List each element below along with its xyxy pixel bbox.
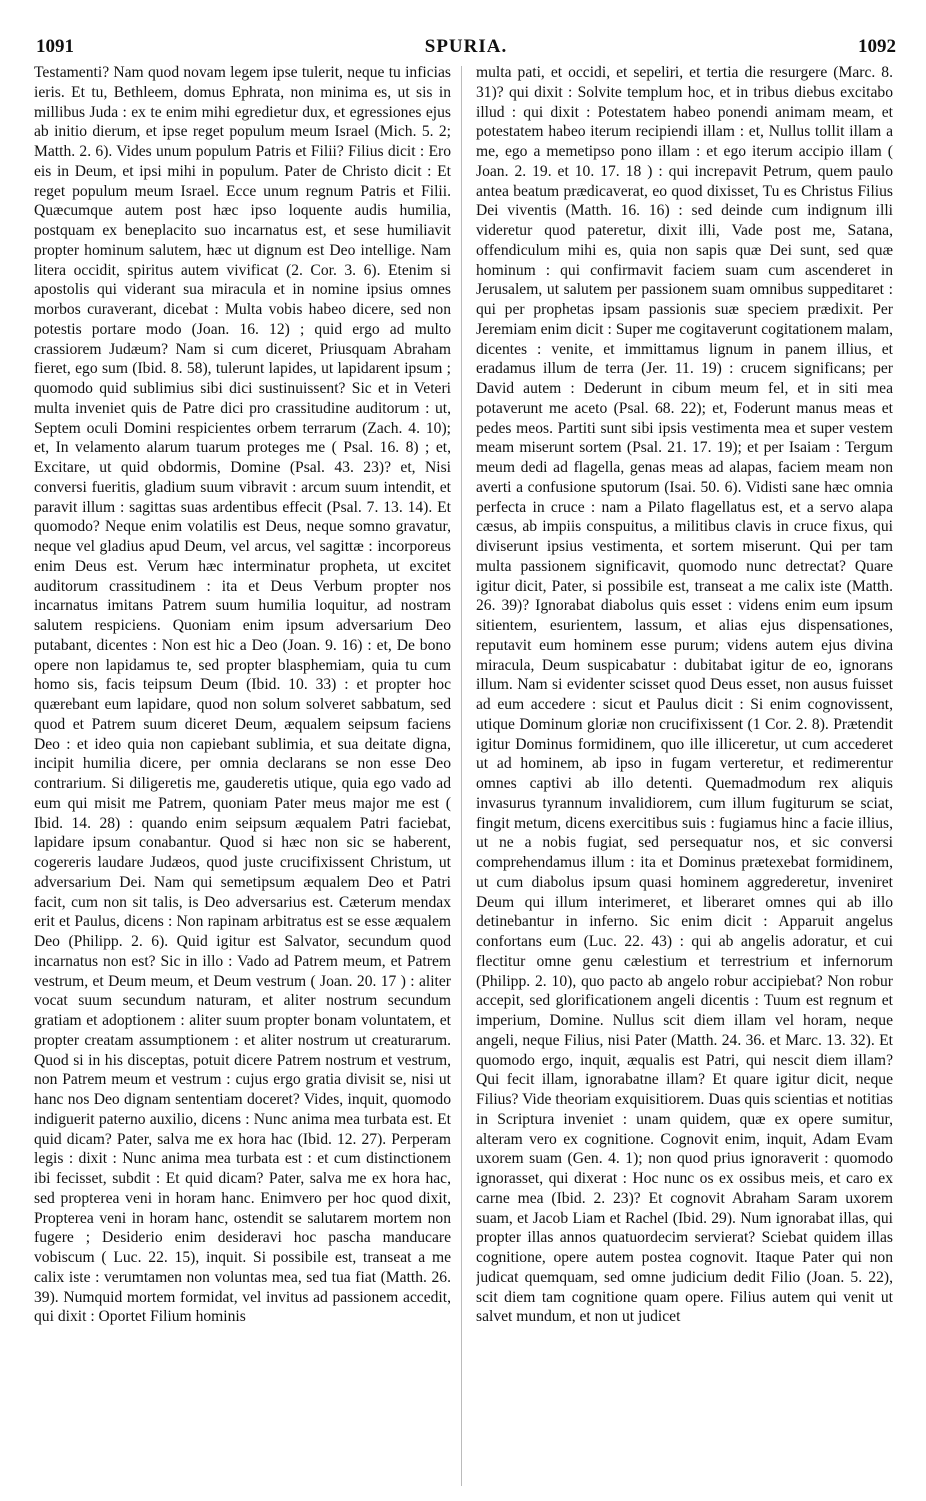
text-column-left [34, 63, 451, 1491]
text-column-right [476, 63, 893, 1491]
text-column-left-body: Testamenti? Nam quod novam legem ipse tulerit, neque tu inficias ieris. Et tu, Bethleem, domus Ephrata, non minima es, ut sis in millibus Juda : ex te enim mihi egredietur dux, et egressiones ejus ab initio dierum, et ipse reget populum meum Israel (Mich. 5. 2; Matth. 2. 6). Vides unum populum Patris et Filii? Filius dicit : Ero eis in Deum, et ipsi mihi in populum. Pater de Christo dicit : Et reget populum meum Israel. Ecce unum regnum Patris et Filii. Quæcumque autem post hæc ipso loquente audis humilia, postquam ex beneplacito suo incarnatus est, et sese humiliavit propter hominum salutem, hæc ut dignum est Deo intellige. Nam litera occidit, spiritus autem vivificat (2. Cor. 3. 6). Etenim si apostolis qui viderant sua miracula et in nomine ipsius omnes morbos curaverant, dicebat : Multa vobis habeo dicere, sed non potestis portare modo (Joan. 16. 12) ; quid ergo ad multo crassiorem Judæum? Nam si cum diceret, Priusquam Abraham fieret, ego sum (Ibid. 8. 58), tulerunt lapides, ut lapidarent ipsum ; quomodo quid sublimius sibi dici sustinuissent? Sic et in Veteri multa inveniet quis de Patre dici pro crassitudine auditorum : ut, Septem oculi Domini respicientes orbem terrarum (Zach. 4. 10); et, In velamento alarum tuarum proteges me ( Psal. 16. 8) ; et, Excitare, ut quid obdormis, Domine (Psal. 43. 23)? et, Nisi conversi fueritis, gladium suum vibravit : arcum suum intendit, et paravit illum : sagittas suas ardentibus effecit (Psal. 7. 13. 14). Et quomodo? Neque enim volatilis est Deus, neque somno gravatur, neque vel gladius apud Deum, vel arcus, vel sagittæ : incorporeus enim Deus est. Verum hæc interminatur propheta, ut excitet auditorum crassitudinem : ita et Deus Verbum propter nos incarnatus imitans Patrem suum humilia loquitur, ad nostram salutem respiciens. Quoniam enim ipsum adversarium Deo putabant, dicentes : Non est hic a Deo (Joan. 9. 16) : et, De bono opere non lapidamus te, sed propter blasphemiam, quia tu cum homo sis, facis teipsum Deum (Ibid. 10. 33) : et propter hoc quærebant eum lapidare, quod non solum solveret sabbatum, sed quod et Patrem suum diceret Deum, æqualem seipsum faciens Deo : et ideo quia non capiebant sublimia, et sua deitate digna, incipit humilia dicere, per omnia declarans se non esse Deo contrarium. Si diligeretis me, gauderetis utique, quia ego vado ad eum qui misit me Patrem, quoniam Pater meus major me est ( Ibid. 14. 28) : quando enim seipsum æqualem Patri faciebat, lapidare ipsum conabantur. Quod si hæc non sic se haberent, cogereris laudare Judæos, quod juste crucifixissent Christum, ut adversarium Dei. Nam qui semetipsum æqualem Deo et Patri facit, cum non sit talis, is Deo adversarius est. Cæterum mendax erit et Paulus, dicens : Non rapinam arbitratus est se esse æqualem Deo (Philipp. 2. 6). Quid igitur est Salvator, secundum quod incarnatus non est? Sic in illo : Vado ad Patrem meum, et Patrem vestrum, et Deum meum, et Deum vestrum ( Joan. 20. 17 ) : aliter vocat suum secundum naturam, et aliter nostrum secundum gratiam et adoptionem : aliter suum propter bonam voluntatem, et propter creatam assumptionem : et aliter nostrum ut creaturarum. Quod si in his disceptas, potuit dicere Patrem nostrum et vestrum, non Patrem meum et vestrum : cujus ergo gratia divisit se, nisi ut hanc nos Deo dignam sententiam doceret? Vides, inquit, quomodo indiguerit paterno auxilio, dicens : Nunc anima mea turbata est. Et quid dicam? Pater, salva me ex hora hac (Ibid. 12. 27). Perperam legis : dixit : Nunc anima mea turbata est : et cum distinctionem ibi fecisset, subdit : Et quid dicam? Pater, salva me ex hora hac, sed propterea veni in horam hanc. Enimvero per hoc quod dixit, Propterea veni in horam hanc, ostendit se salutarem mortem non fugere ; Desiderio enim desideravi hoc pascha manducare vobiscum ( Luc. 22. 15), inquit. Si possibile est, transeat a me calix iste : verumtamen non voluntas mea, sed tua fiat (Matth. 26. 39). Numquid mortem formidat, vel invitus ad passionem accedit, qui dixit : Oportet Filium hominis [34, 64, 451, 1326]
column-divider [461, 66, 462, 1486]
page-number-right: 1092 [858, 36, 896, 57]
text-column-right-body: multa pati, et occidi, et sepeliri, et tertia die resurgere (Marc. 8. 31)? qui dixit : Solvite templum hoc, et in tribus diebus excitabo illud : qui dixit : Potestatem habeo ponendi animam meam, et potestatem habeo iterum recipiendi illam : et, Nullus tollit illam a me, ego a memetipso pono illam : et ego iterum accipio illam ( Joan. 2. 19. et 10. 17. 18 ) : qui increpavit Petrum, quem paulo antea beatum prædicaverat, eo quod dixisset, Tu es Christus Filius Dei viventis (Matth. 16. 16) : sed deinde cum indignum illi videretur quod pateretur, dixit illi, Vade post me, Satana, offendiculum mihi es, quia non sapis quæ Dei sunt, sed quæ hominum : qui confirmavit faciem suam cum ascenderet in Jerusalem, ut salutem per passionem suam omnibus suppeditaret : qui per prophetas ipsam passionis suæ speciem prædixit. Per Jeremiam enim dicit : Super me cogitaverunt cogitationem malam, dicentes : venite, et immittamus lignum in panem illius, et eradamus illum de terra (Jer. 11. 19) : crucem significans; per David autem : Dederunt in cibum meum fel, et in siti mea potaverunt me aceto (Psal. 68. 22); et, Foderunt manus meas et pedes meos. Partiti sunt sibi ipsis vestimenta mea et super vestem meam miserunt sortem (Psal. 21. 17. 19); et per Isaiam : Tergum meum dedi ad flagella, genas meas ad alapas, faciem meam non averti a confusione sputorum (Isai. 50. 6). Vidisti sane hæc omnia perfecta in cruce : nam a Pilato flagellatus est, et a servo alapa cæsus, ab impiis conspuitus, a militibus clavis in cruce fixus, qui diviserunt ipsius vestimenta, et sortem miserunt. Qui per tam multa passionem significavit, quomodo nunc detrectat? Quare igitur dicit, Pater, si possibile est, transeat a me calix iste (Matth. 26. 39)? Ignorabat diabolus quis esset : videns enim eum ipsum sitientem, esurientem, lassum, et alias ejus dispensationes, reputavit eum hominem esse purum; videns autem ejus divina miracula, Deum suspicabatur : dubitabat igitur de eo, ignorans illum. Nam si evidenter scisset quod Deus esset, non ausus fuisset ad eum accedere : sicut et Paulus dicit : Si enim cognovissent, utique Dominum gloriæ non crucifixissent (1 Cor. 2. 8). Prætendit igitur Dominus formidinem, quo ille illiceretur, ut cum accederet ut ad hominem, ab ipso in fugam verteretur, et redimerentur omnes captivi ab illo detenti. Quemadmodum rex aliquis invasurus tyrannum invalidiorem, cum illum fugiturum se sciat, fingit metum, dicens exercitibus suis : fugiamus hinc a facie illius, ut ne a nobis fugiat, sed persequatur nos, et sic conversi comprehendamus illum : ita et Dominus prætexebat formidinem, ut cum diabolus ipsum quasi hominem aggrederetur, inveniret Deum qui illum interimeret, et liberaret omnes qui ab illo detinebantur in inferno. Sic enim dicit : Apparuit angelus confortans eum (Luc. 22. 43) : qui ab angelis adoratur, et cui flectitur omne genu cælestium et terrestrium et infernorum (Philipp. 2. 10), quo pacto ab angelo robur accipiebat? Non robur accepit, sed glorificationem angeli dicentis : Tuum est regnum et imperium, Domine. Nullus scit diem illam vel horam, neque angeli, neque Filius, nisi Pater (Matth. 24. 36. et Marc. 13. 32). Et quomodo ergo, inquit, æqualis est Patri, qui nescit diem illam? Qui fecit illam, ignorabatne illam? Et quare igitur dicit, neque Filius? Vide theoriam exquisitiorem. Duas quis scientias et notitias in Scriptura inveniet : unam quidem, quæ ex opere sumitur, alteram vero ex cognitione. Cognovit enim, inquit, Adam Evam uxorem suam (Gen. 4. 1); non quod prius ignoraverit : quomodo ignorasset, qui dixerat : Hoc nunc os ex ossibus meis, et caro ex carne mea (Ibid. 2. 23)? Et cognovit Abraham Saram uxorem suam, et Jacob Liam et Rachel (Ibid. 29). Num ignorabat illas, qui propter illas annos quatuordecim servierat? Sciebat quidem illas cognitione, opere autem postea cognovit. Itaque Pater qui non judicat quemquam, sed omne judicium dedit Filio (Joan. 5. 22), scit diem tam cognitione quam opere. Filius autem qui venit ut salvet mundum, et non ut judicet [476, 64, 893, 1326]
page-header [36, 36, 896, 58]
running-title: SPURIA. [424, 36, 508, 57]
page-number-left: 1091 [36, 36, 74, 57]
